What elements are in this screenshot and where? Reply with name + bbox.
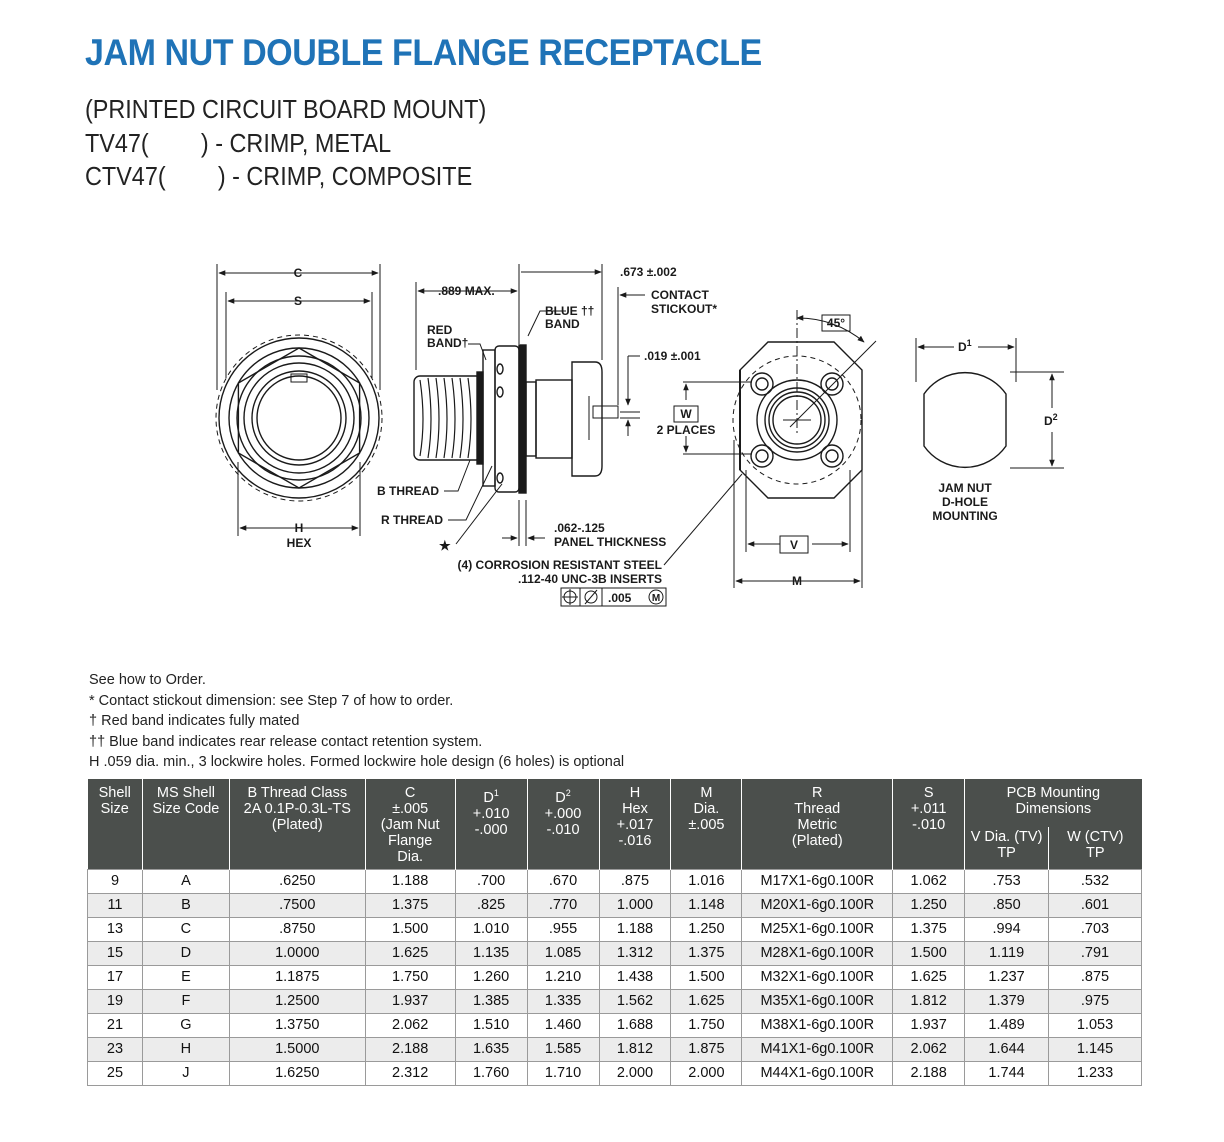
cell-h: 1.438 — [599, 965, 671, 989]
blue-band-label-2: BAND — [545, 317, 580, 331]
tolerance-value: .005 — [608, 591, 632, 605]
col-c: C ±.005 (Jam Nut Flange Dia. — [365, 779, 455, 869]
cell-shell-size: 25 — [88, 1061, 143, 1085]
cell-b-thread: 1.6250 — [229, 1061, 365, 1085]
dim-v-label: V — [789, 538, 799, 552]
cell-h: 1.812 — [599, 1037, 671, 1061]
note-contact-stickout: * Contact stickout dimension: see Step 7 of how to order. — [89, 692, 454, 709]
hex-label: HEX — [286, 536, 312, 550]
subtitle-tv47 — [85, 128, 391, 159]
contact-stickout-label-1: CONTACT — [651, 288, 709, 302]
cell-d2: 1.710 — [527, 1061, 599, 1085]
r-thread-label: R THREAD — [381, 513, 443, 527]
cell-m: 1.875 — [671, 1037, 742, 1061]
cell-c: 1.375 — [365, 893, 455, 917]
table-body — [88, 869, 1142, 1085]
panel-thickness-label-1: .062-.125 — [554, 521, 605, 535]
angle-label: 45° — [826, 316, 846, 330]
dim-m-label: M — [792, 574, 802, 588]
cell-h: 1.562 — [599, 989, 671, 1013]
page-title: JAM NUT DOUBLE FLANGE RECEPTACLE — [85, 32, 762, 73]
cell-ms-code: J — [142, 1061, 229, 1085]
cell-d1: 1.135 — [455, 941, 527, 965]
cell-h: .875 — [599, 869, 671, 893]
cell-m: 1.148 — [671, 893, 742, 917]
cell-r: M35X1-6g0.100R — [742, 989, 893, 1013]
cell-v: 1.644 — [965, 1037, 1049, 1061]
dim-h-label: H — [294, 521, 304, 535]
d-hole-view — [916, 338, 1064, 468]
cell-ms-code: A — [142, 869, 229, 893]
d1-superscript: 1 — [966, 338, 972, 348]
tv47-prefix: TV47( — [85, 128, 149, 158]
col-b-thread: B Thread Class 2A 0.1P-0.3L-TS (Plated) — [229, 779, 365, 869]
cell-shell-size: 23 — [88, 1037, 143, 1061]
cell-w: .875 — [1049, 965, 1142, 989]
cell-c: 1.500 — [365, 917, 455, 941]
b-thread-label: B THREAD — [377, 484, 439, 498]
cell-c: 1.188 — [365, 869, 455, 893]
d1-letter: D — [958, 340, 967, 354]
cell-r: M38X1-6g0.100R — [742, 1013, 893, 1037]
cell-h: 1.688 — [599, 1013, 671, 1037]
dim-019-label: .019 ±.001 — [644, 349, 701, 363]
cell-s: 1.812 — [893, 989, 965, 1013]
jam-nut-label-1: JAM NUT — [938, 481, 992, 495]
cell-ms-code: G — [142, 1013, 229, 1037]
cell-c: 2.312 — [365, 1061, 455, 1085]
table-row — [88, 989, 1142, 1013]
cell-d2: 1.335 — [527, 989, 599, 1013]
cell-r: M41X1-6g0.100R — [742, 1037, 893, 1061]
cell-w: .791 — [1049, 941, 1142, 965]
dimensions-table — [87, 779, 1142, 1086]
col-ms-shell: MS Shell Size Code — [142, 779, 229, 869]
cell-r: M28X1-6g0.100R — [742, 941, 893, 965]
cell-shell-size: 21 — [88, 1013, 143, 1037]
cell-s: 2.062 — [893, 1037, 965, 1061]
table-row — [88, 893, 1142, 917]
note-how-to-order: See how to Order. — [89, 672, 206, 688]
cell-shell-size: 15 — [88, 941, 143, 965]
cell-s: 1.250 — [893, 893, 965, 917]
cell-w: 1.053 — [1049, 1013, 1142, 1037]
note-blue-band: †† Blue band indicates rear release contact retention system. — [89, 733, 483, 750]
cell-d2: .770 — [527, 893, 599, 917]
two-places-label: 2 PLACES — [656, 423, 716, 437]
cell-d1: 1.760 — [455, 1061, 527, 1085]
cell-m: 2.000 — [671, 1061, 742, 1085]
cell-s: 1.062 — [893, 869, 965, 893]
rear-view — [674, 310, 876, 588]
cell-m: 1.375 — [671, 941, 742, 965]
d2-superscript: 2 — [1052, 412, 1058, 422]
d2-label — [1044, 412, 1058, 428]
cell-v: 1.237 — [965, 965, 1049, 989]
cell-shell-size: 13 — [88, 917, 143, 941]
cell-d1: 1.010 — [455, 917, 527, 941]
cell-shell-size: 9 — [88, 869, 143, 893]
tolerance-m: M — [651, 593, 661, 604]
table-row — [88, 965, 1142, 989]
cell-ms-code: D — [142, 941, 229, 965]
cell-w: .532 — [1049, 869, 1142, 893]
table-row — [88, 917, 1142, 941]
note-lockwire: H .059 dia. min., 3 lockwire holes. Formed lockwire hole design (6 holes) is optional — [89, 754, 625, 770]
table-row — [88, 1061, 1142, 1085]
cell-v: 1.489 — [965, 1013, 1049, 1037]
jam-nut-label-2: D-HOLE — [942, 495, 988, 509]
cell-s: 1.500 — [893, 941, 965, 965]
cell-d2: .955 — [527, 917, 599, 941]
cell-r: M20X1-6g0.100R — [742, 893, 893, 917]
table-row — [88, 1037, 1142, 1061]
cell-r: M17X1-6g0.100R — [742, 869, 893, 893]
cell-ms-code: B — [142, 893, 229, 917]
cell-ms-code: E — [142, 965, 229, 989]
cell-r: M44X1-6g0.100R — [742, 1061, 893, 1085]
table-row — [88, 869, 1142, 893]
ctv47-prefix: CTV47( — [85, 161, 166, 191]
cell-m: 1.750 — [671, 1013, 742, 1037]
red-band-label-1: RED — [427, 323, 453, 337]
cell-v: 1.119 — [965, 941, 1049, 965]
cell-m: 1.500 — [671, 965, 742, 989]
table-row — [88, 941, 1142, 965]
cell-c: 1.625 — [365, 941, 455, 965]
col-s: S +.011 -.010 — [893, 779, 965, 869]
d2-letter: D — [1044, 414, 1053, 428]
subtitle-ctv47 — [85, 161, 472, 192]
cell-d1: 1.260 — [455, 965, 527, 989]
cell-h: 2.000 — [599, 1061, 671, 1085]
cell-ms-code: H — [142, 1037, 229, 1061]
d1-label — [958, 338, 972, 354]
cell-v: 1.379 — [965, 989, 1049, 1013]
ctv47-suffix: ) - CRIMP, COMPOSITE — [217, 161, 473, 191]
cell-s: 1.625 — [893, 965, 965, 989]
tv47-suffix: ) - CRIMP, METAL — [200, 128, 392, 158]
col-shell-size: Shell Size — [88, 779, 143, 869]
cell-w: .703 — [1049, 917, 1142, 941]
cell-b-thread: .7500 — [229, 893, 365, 917]
col-m: M Dia. ±.005 — [671, 779, 742, 869]
cell-b-thread: .6250 — [229, 869, 365, 893]
cell-c: 1.750 — [365, 965, 455, 989]
cell-c: 1.937 — [365, 989, 455, 1013]
cell-w: 1.145 — [1049, 1037, 1142, 1061]
cell-b-thread: 1.5000 — [229, 1037, 365, 1061]
cell-r: M25X1-6g0.100R — [742, 917, 893, 941]
cell-s: 1.375 — [893, 917, 965, 941]
cell-d1: .700 — [455, 869, 527, 893]
dim-c-label: C — [293, 266, 303, 280]
dim-673-label: .673 ±.002 — [620, 265, 677, 279]
cell-d2: 1.210 — [527, 965, 599, 989]
corrosion-label-2: .112-40 UNC-3B INSERTS — [517, 572, 662, 586]
col-d2: $D^2$ +.000 -.010 — [527, 779, 599, 869]
cell-ms-code: C — [142, 917, 229, 941]
blue-band-label-1: BLUE †† — [545, 304, 595, 318]
col-r: R Thread Metric (Plated) — [742, 779, 893, 869]
cell-d2: 1.460 — [527, 1013, 599, 1037]
cell-d2: 1.585 — [527, 1037, 599, 1061]
contact-stickout-label-2: STICKOUT* — [651, 302, 717, 316]
cell-s: 1.937 — [893, 1013, 965, 1037]
cell-b-thread: 1.2500 — [229, 989, 365, 1013]
cell-v: .850 — [965, 893, 1049, 917]
cell-ms-code: F — [142, 989, 229, 1013]
cell-b-thread: 1.3750 — [229, 1013, 365, 1037]
dim-s-label: S — [293, 294, 303, 308]
cell-h: 1.188 — [599, 917, 671, 941]
panel-thickness-label-2: PANEL THICKNESS — [554, 535, 667, 549]
cell-d1: .825 — [455, 893, 527, 917]
note-red-band: † Red band indicates fully mated — [89, 713, 300, 729]
col-pcb-mounting: PCB Mounting Dimensions — [965, 779, 1142, 827]
cell-v: 1.744 — [965, 1061, 1049, 1085]
table-row — [88, 1013, 1142, 1037]
cell-m: 1.016 — [671, 869, 742, 893]
cell-shell-size: 19 — [88, 989, 143, 1013]
subtitle-mount: (PRINTED CIRCUIT BOARD MOUNT) — [85, 94, 487, 124]
cell-v: .753 — [965, 869, 1049, 893]
cell-b-thread: 1.0000 — [229, 941, 365, 965]
cell-h: 1.000 — [599, 893, 671, 917]
cell-c: 2.062 — [365, 1013, 455, 1037]
cell-m: 1.625 — [671, 989, 742, 1013]
w-label: W — [680, 407, 692, 421]
cell-r: M32X1-6g0.100R — [742, 965, 893, 989]
cell-v: .994 — [965, 917, 1049, 941]
cell-w: .601 — [1049, 893, 1142, 917]
cell-b-thread: 1.1875 — [229, 965, 365, 989]
cell-w: 1.233 — [1049, 1061, 1142, 1085]
col-w-ctv: W (CTV) TP — [1049, 827, 1142, 869]
technical-drawing — [0, 240, 1224, 620]
star-symbol: ★ — [439, 538, 451, 553]
cell-shell-size: 11 — [88, 893, 143, 917]
jam-nut-label-3: MOUNTING — [932, 509, 998, 523]
col-d1: $D^1$ +.010 -.000 — [455, 779, 527, 869]
col-v-dia: V Dia. (TV) TP — [965, 827, 1049, 869]
max-889-label: .889 MAX. — [438, 284, 495, 298]
cell-d1: 1.635 — [455, 1037, 527, 1061]
cell-d2: 1.085 — [527, 941, 599, 965]
cell-c: 2.188 — [365, 1037, 455, 1061]
corrosion-label-1: (4) CORROSION RESISTANT STEEL — [457, 558, 662, 572]
cell-m: 1.250 — [671, 917, 742, 941]
red-band-label-2: BAND† — [427, 336, 469, 350]
cell-h: 1.312 — [599, 941, 671, 965]
cell-shell-size: 17 — [88, 965, 143, 989]
notes — [89, 670, 624, 773]
cell-d2: .670 — [527, 869, 599, 893]
cell-w: .975 — [1049, 989, 1142, 1013]
cell-d1: 1.510 — [455, 1013, 527, 1037]
cell-d1: 1.385 — [455, 989, 527, 1013]
col-h: H Hex +.017 -.016 — [599, 779, 671, 869]
cell-b-thread: .8750 — [229, 917, 365, 941]
cell-s: 2.188 — [893, 1061, 965, 1085]
